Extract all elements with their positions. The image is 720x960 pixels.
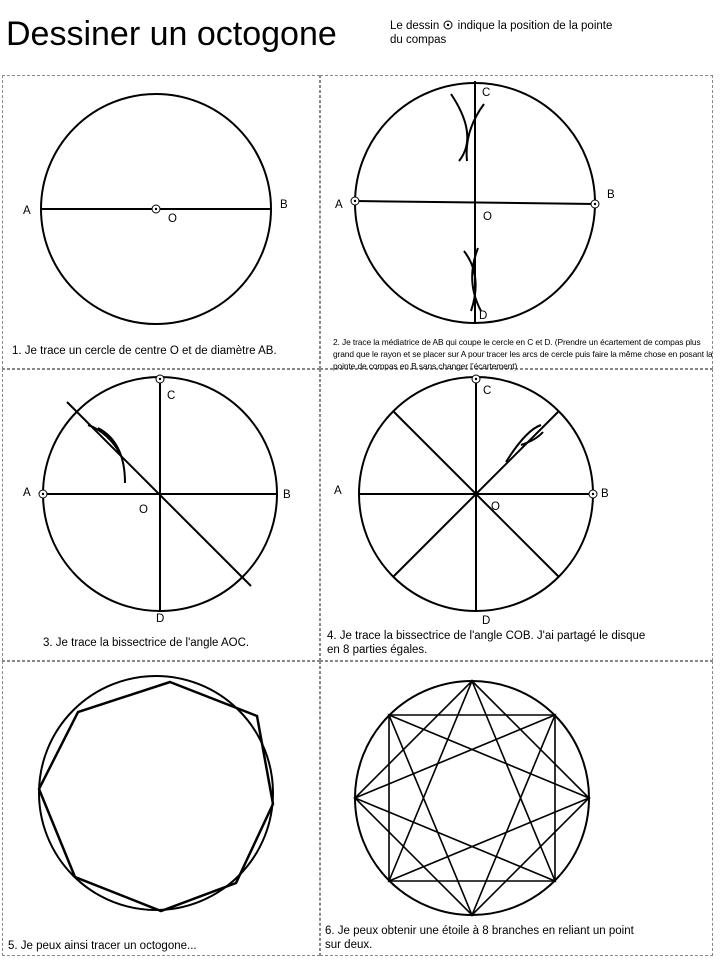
- construction-arcs: [506, 425, 543, 462]
- step-2-figure: [321, 76, 714, 370]
- step-2-panel: [320, 75, 713, 369]
- label-d: D: [156, 613, 165, 625]
- label-b: B: [601, 488, 609, 500]
- octagon: [39, 682, 273, 911]
- compass-point-icon: [589, 490, 597, 498]
- label-o: O: [491, 501, 500, 513]
- step-3-caption: 3. Je trace la bissectrice de l'angle AOC.: [43, 637, 250, 649]
- step-3-panel: [2, 369, 320, 661]
- step-5-panel: [2, 661, 320, 956]
- label-a: A: [23, 205, 31, 217]
- compass-point-icon: [443, 20, 453, 30]
- step-3-figure: [3, 370, 321, 662]
- step-1-figure: [3, 76, 321, 370]
- step-1-caption: 1. Je trace un cercle de centre O et de diamètre AB.: [12, 345, 277, 357]
- page-title: Dessiner un octogone: [6, 15, 337, 53]
- star-lines: [355, 681, 589, 915]
- step-4-panel: [320, 369, 713, 661]
- label-a: A: [335, 199, 343, 211]
- label-o: O: [483, 211, 492, 223]
- step-6-caption: 6. Je peux obtenir une étoile à 8 branches en reliant un point sur deux.: [325, 925, 634, 951]
- step-4-caption: 4. Je trace la bissectrice de l'angle COB. J'ai partagé le disque en 8 parties égales.: [327, 630, 646, 656]
- compass-point-icon: [351, 197, 359, 205]
- step-1-panel: [2, 75, 320, 369]
- legend-note: [390, 19, 620, 47]
- step-6-figure: [321, 662, 714, 957]
- construction-arcs: [88, 425, 125, 483]
- label-c: C: [483, 385, 492, 397]
- compass-point-icon: [39, 490, 47, 498]
- step-2-caption: 2. Je trace la médiatrice de AB qui coupe le cercle en C et D. (Prendre un écartement de compas plus grand que le rayon et se placer sur A pour tracer les arcs de cercle puis faire la même chose en posant la pointe de compas en B sans changer l’écartement): [333, 337, 713, 371]
- label-o: O: [168, 213, 177, 225]
- label-c: C: [482, 87, 491, 99]
- label-c: C: [167, 390, 176, 402]
- label-o: O: [139, 504, 148, 516]
- label-b: B: [283, 489, 291, 501]
- step-5-caption: 5. Je peux ainsi tracer un octogone...: [8, 940, 197, 952]
- legend-text-before: Le dessin: [390, 20, 440, 32]
- label-d: D: [482, 615, 491, 627]
- compass-point-icon: [472, 375, 480, 383]
- label-a: A: [334, 485, 342, 497]
- label-b: B: [607, 189, 615, 201]
- legend-text-after: indique la position de la pointe du compas: [390, 20, 613, 46]
- label-b: B: [280, 199, 288, 211]
- step-6-panel: [320, 661, 713, 956]
- compass-point-icon: [152, 205, 160, 213]
- step-5-figure: [3, 662, 321, 957]
- compass-point-icon: [591, 200, 599, 208]
- compass-point-icon: [156, 375, 164, 383]
- step-4-figure: [321, 370, 714, 662]
- label-d: D: [479, 310, 488, 322]
- label-a: A: [23, 487, 31, 499]
